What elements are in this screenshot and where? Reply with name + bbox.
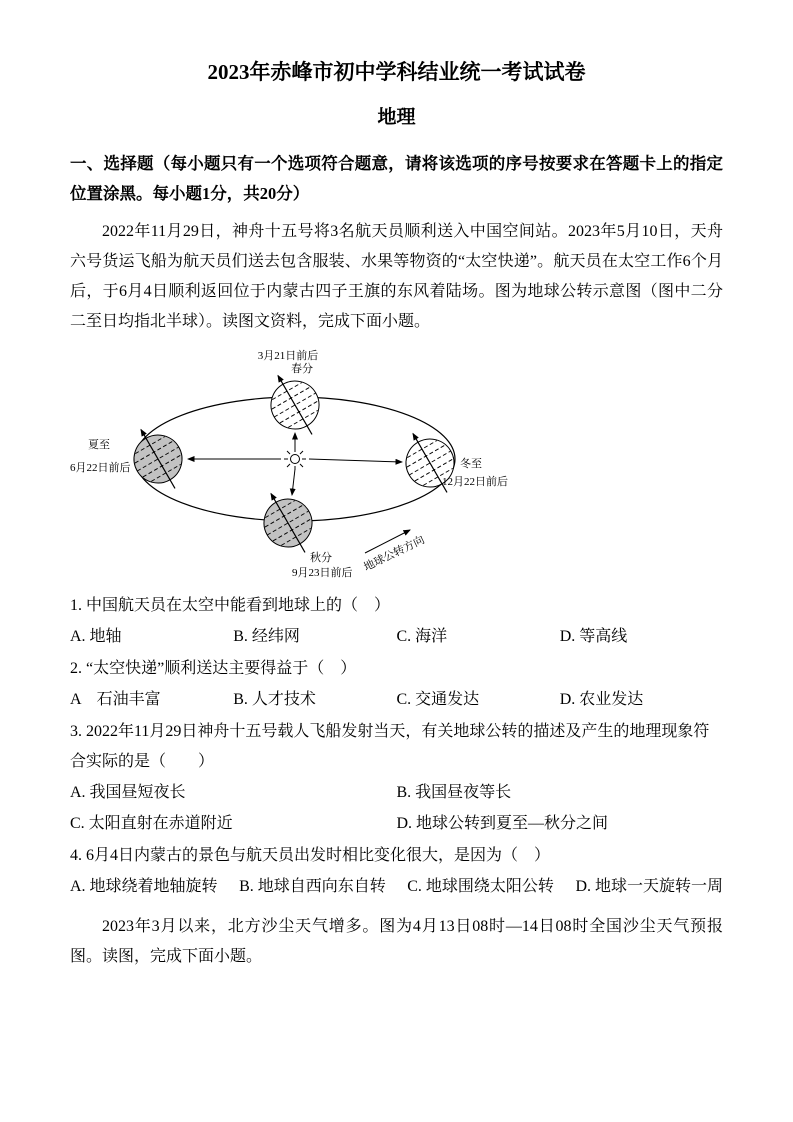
- label-summer: 夏至: [88, 439, 110, 451]
- question-1-options: [70, 621, 723, 652]
- page-title: 2023年赤峰市初中学科结业统一考试试卷: [207, 60, 586, 84]
- option-b: B. 地球自西向东自转: [239, 878, 386, 895]
- question-3: [70, 717, 723, 839]
- question-4-options: [70, 871, 723, 902]
- label-autumn: 秋分: [310, 552, 332, 564]
- option-d: D. 农业发达: [559, 691, 644, 708]
- question-2-stem: 2. “太空快递”顺利送达主要得益于（ ）: [70, 660, 357, 677]
- option-c: C. 交通发达: [396, 691, 480, 708]
- option-c: C. 太阳直射在赤道附近: [70, 815, 233, 832]
- label-spring: 春分: [291, 363, 313, 375]
- label-winter-date: 12月22日前后: [442, 476, 508, 488]
- label-summer-date: 6月22日前后: [70, 462, 131, 474]
- option-d: D. 地球一天旋转一周: [575, 878, 723, 895]
- question-2: [70, 654, 723, 715]
- arrow-to-autumn: [292, 469, 295, 495]
- question-1-stem: 1. 中国航天员在太空中能看到地球上的（ ）: [70, 597, 391, 614]
- option-d: D. 等高线: [559, 628, 628, 645]
- option-b: B. 我国昼夜等长: [396, 784, 512, 801]
- option-c: C. 海洋: [396, 628, 448, 645]
- option-c: C. 地球围绕太阳公转: [407, 878, 554, 895]
- earth-revolution-svg: [70, 347, 530, 582]
- question-4: [70, 841, 723, 902]
- label-spring-date: 3月21日前后: [257, 350, 319, 362]
- subject-title: 地理: [377, 107, 416, 128]
- label-autumn-date: 9月23日前后: [292, 567, 353, 579]
- option-a: A 石油丰富: [70, 691, 161, 708]
- option-a: A. 地轴: [70, 628, 122, 645]
- label-winter: 冬至: [460, 458, 482, 470]
- question-3-stem: 3. 2022年11月29日神舟十五号载人飞船发射当天，有关地球公转的描述及产生的地理现象符合实际的是（ ）: [70, 723, 710, 770]
- option-b: B. 人才技术: [233, 691, 316, 708]
- label-revolution-direction: 地球公转方向: [362, 533, 427, 574]
- option-a: A. 地球绕着地轴旋转: [70, 878, 218, 895]
- question-3-options: [70, 777, 723, 839]
- option-b: B. 经纬网: [233, 628, 300, 645]
- earth-revolution-diagram: [70, 347, 723, 587]
- section-heading: 一、选择题（每小题只有一个选项符合题意，请将该选项的序号按要求在答题卡上的指定位置涂黑。每小题1分，共20分）: [70, 154, 723, 203]
- globe-summer-solstice: [120, 418, 196, 501]
- passage-space-station: 2022年11月29日，神舟十五号将3名航天员顺利送入中国空间站。2023年5月10日，天舟六号货运飞船为航天员们送去包含服装、水果等物资的“太空快递”。航天员在太空工作6个月后，于6月4日顺利返回位于内蒙古四子王旗的东风着陆场。图为地球公转示意图（图中二分二至日均指北半球）。读图文资料，完成下面小题。: [70, 223, 723, 330]
- question-1: [70, 591, 723, 652]
- question-4-stem: 4. 6月4日内蒙古的景色与航天员出发时相比变化很大，是因为（ ）: [70, 847, 551, 864]
- sun-icon: [284, 448, 306, 470]
- option-a: A. 我国昼短夜长: [70, 784, 186, 801]
- arrow-to-winter: [309, 459, 402, 462]
- option-d: D. 地球公转到夏至—秋分之间: [396, 815, 609, 832]
- passage-dust-weather: 2023年3月以来，北方沙尘天气增多。图为4月13日08时—14日08时全国沙尘天气预报图。读图，完成下面小题。: [70, 918, 723, 965]
- question-2-options: [70, 684, 723, 715]
